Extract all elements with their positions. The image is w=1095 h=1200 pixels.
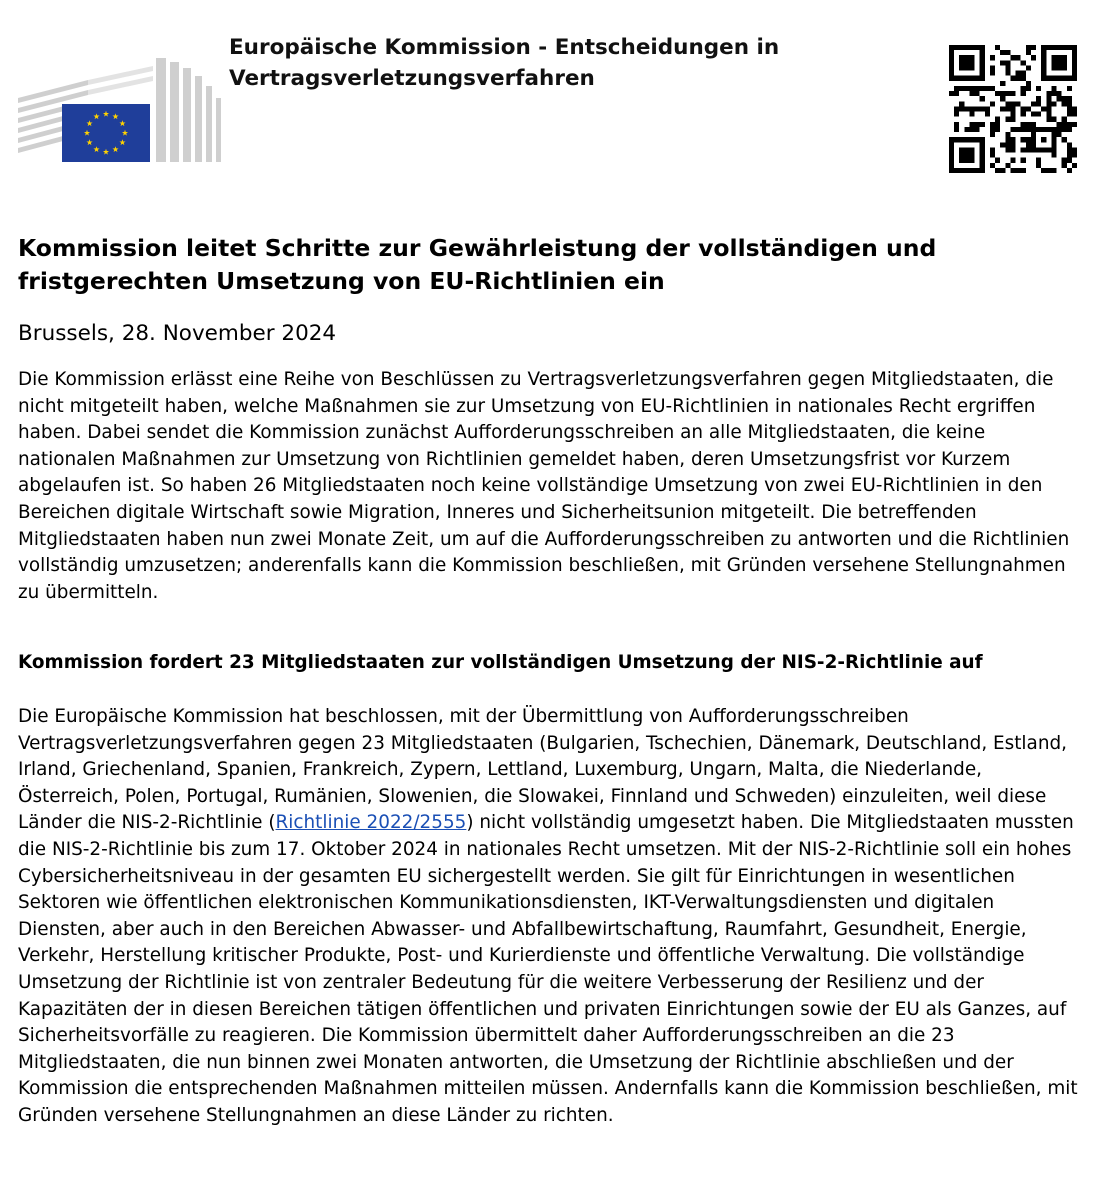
section-heading: Kommission fordert 23 Mitgliedstaaten zur vollständigen Umsetzung der NIS-2-Richtlinie auf: [18, 652, 983, 673]
eu-commission-logo-icon: [18, 58, 226, 166]
section-text-before-link: Die Europäische Kommission hat beschlossen, mit der Übermittlung von Aufforderungsschreiben Vertragsverletzungsverfahren gegen 23 Mitgliedstaaten (Bulgarien, Tschechien, Dänemark, Deutschland, Estland, Irland, Griechenland, Spanien, Frankreich, Zypern, Lettland, Luxemburg, Ungarn, Malta, die Niederlande, Österreich, Polen, Portugal, Rumänien, Slowenien, die Slowakei, Finnland und Schweden) einzuleiten, weil diese Länder die NIS-2-Richtlinie (: [18, 706, 1067, 834]
section-text-after-link: ) nicht vollständig umgesetzt haben. Die Mitgliedstaaten mussten die NIS-2-Richtlinie bis zum 17. Oktober 2024 in nationales Recht umsetzen. Mit der NIS-2-Richtlinie soll ein hohes Cybersicherheitsniveau in der gesamten EU sichergestellt werden. Sie gilt für Einrichtungen in wesentlichen Sektoren wie öffentlichen elektronischen Kommunikationsdiensten, IKT-Verwaltungsdiensten und digitalen Diensten, aber auch in den Bereichen Abwasser- und Abfallbewirtschaftung, Raumfahrt, Gesundheit, Energie, Verkehr, Herstellung kritischer Produkte, Post- und Kurierdienste und öffentliche Verwaltung. Die vollständige Umsetzung der Richtlinie ist von zentraler Bedeutung für die weitere Verbesserung der Resilienz und der Kapazitäten der in diesen Bereichen tätigen öffentlichen und privaten Einrichtungen sowie der EU als Ganzes, auf Sicherheitsvorfälle zu reagieren. Die Kommission übermittelt daher Aufforderungsschreiben an die 23 Mitgliedstaaten, die nun binnen zwei Monaten antworten, die Umsetzung der Richtlinie abschließen und der Kommission die entsprechenden Maßnahmen mitteilen müssen. Andernfalls kann die Kommission beschließen, mit Gründen versehene Stellungnahmen an diese Länder zu richten.: [18, 812, 1078, 1126]
section-paragraph: [18, 704, 1084, 1130]
qr-code-icon[interactable]: [949, 45, 1077, 173]
header-title: Europäische Kommission - Entscheidungen in Vertragsverletzungsverfahren: [229, 35, 780, 91]
article-title: Kommission leitet Schritte zur Gewährleistung der vollständigen und fristgerechten Umsetzung von EU-Richtlinien ein: [18, 234, 937, 295]
article-dateline: Brussels, 28. November 2024: [18, 321, 337, 346]
directive-link[interactable]: Richtlinie 2022/2555: [275, 812, 467, 834]
page-header: [0, 0, 1095, 190]
intro-paragraph: Die Kommission erlässt eine Reihe von Beschlüssen zu Vertragsverletzungsverfahren gegen Mitgliedstaaten, die nicht mitgeteilt haben, welche Maßnahmen sie zur Umsetzung von EU-Richtlinien in nationales Recht ergriffen haben. Dabei sendet die Kommission zunächst Aufforderungsschreiben an alle Mitgliedstaaten, die keine nationalen Maßnahmen zur Umsetzung von Richtlinien gemeldet haben, deren Umsetzungsfrist vor Kurzem abgelaufen ist. So haben 26 Mitgliedstaaten noch keine vollständige Umsetzung von zwei EU-Richtlinien in den Bereichen digitale Wirtschaft sowie Migration, Inneres und Sicherheitsunion mitgeteilt. Die betreffenden Mitgliedstaaten haben nun zwei Monate Zeit, um auf die Aufforderungsschreiben zu antworten und die Richtlinien vollständig umzusetzen; anderenfalls kann die Kommission beschließen, mit Gründen versehene Stellungnahmen zu übermitteln.: [18, 369, 1070, 603]
